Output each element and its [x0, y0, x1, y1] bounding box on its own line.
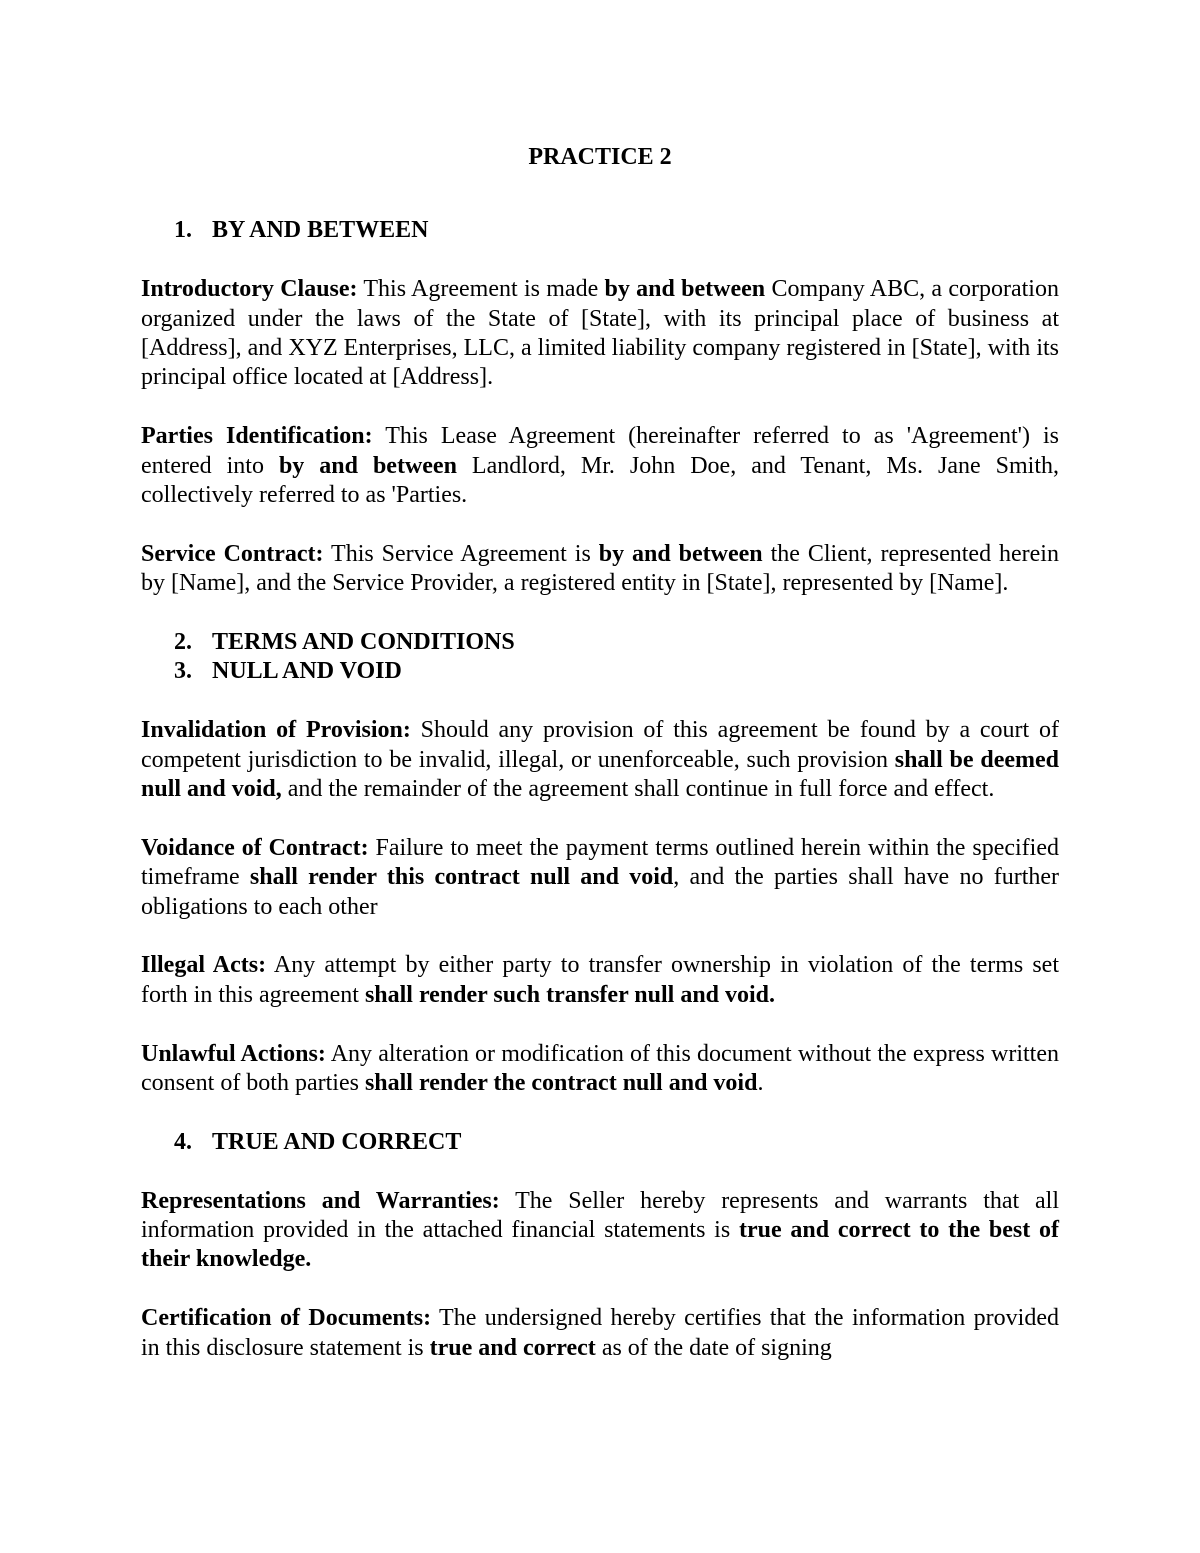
bold-text: Invalidation of Provision:	[141, 717, 411, 744]
bold-text: Unlawful Actions:	[141, 1040, 326, 1067]
section-heading	[141, 216, 1059, 245]
body-text: This Lease Agreement (hereinafter referred to as 'Agreement') is entered into	[141, 423, 1060, 479]
bold-text: shall render such transfer null and void.	[364, 981, 776, 1008]
clause-paragraph	[141, 834, 1059, 922]
clause-paragraph	[141, 1187, 1059, 1275]
body-text: as of the date of signing	[595, 1334, 832, 1361]
bold-text: Certification of Documents:	[141, 1305, 432, 1332]
body-text: The undersigned hereby certifies that the information provided in this disclosure statement is	[141, 1305, 1059, 1361]
section-number: 1.	[174, 217, 192, 244]
clause-paragraph	[141, 1040, 1059, 1099]
clause-paragraph	[141, 951, 1059, 1010]
section-heading-text: TERMS AND CONDITIONS	[212, 629, 515, 656]
section-number: 3.	[174, 658, 192, 685]
section-number: 4.	[174, 1128, 192, 1155]
body-text: Landlord, Mr. John Doe, and Tenant, Ms. Jane Smith, collectively referred to as 'Parties.	[141, 452, 1059, 509]
body-text: Any attempt by either party to transfer ownership in violation of the terms set forth in this agreement	[141, 952, 1060, 1008]
bold-text: Service Contract:	[141, 540, 324, 567]
document-body	[141, 143, 1059, 1363]
body-text: Failure to meet the payment terms outlined herein within the specified timeframe	[141, 834, 1059, 891]
bold-text: true and correct	[429, 1334, 596, 1361]
body-text: .	[757, 1070, 764, 1097]
body-text: Should any provision of this agreement be found by a court of competent jurisdiction to be invalid, illegal, or unenforceable, such provision	[141, 717, 1060, 773]
clause-paragraph	[141, 275, 1059, 393]
bold-text: Parties Identification:	[141, 423, 373, 450]
body-text: This Agreement is made	[357, 276, 605, 303]
clause-paragraph	[141, 540, 1059, 599]
body-text: , and the parties shall have no further obligations to each other	[141, 864, 1060, 920]
bold-text: Voidance of Contract:	[141, 834, 369, 861]
body-text: The Seller hereby represents and warrants that all information provided in the attached financial statements is	[141, 1187, 1060, 1244]
clause-paragraph	[141, 1304, 1059, 1363]
bold-text: shall render the contract null and void	[364, 1070, 758, 1097]
section-number: 2.	[174, 629, 192, 656]
bold-text: Illegal Acts:	[141, 952, 267, 979]
bold-text: shall be deemed null and void,	[141, 746, 1059, 803]
bold-text: Introductory Clause:	[141, 276, 358, 303]
bold-text: Representations and Warranties:	[141, 1187, 500, 1214]
body-text: and the remainder of the agreement shall continue in full force and effect.	[281, 776, 995, 803]
bold-text: true and correct to the best of their knowledge.	[141, 1217, 1060, 1273]
section-heading	[141, 628, 1059, 657]
body-text: Any alteration or modification of this document without the express written consent of both parties	[141, 1040, 1060, 1097]
section-heading	[141, 1128, 1059, 1157]
section-heading-text: BY AND BETWEEN	[212, 217, 429, 244]
section-heading-text: TRUE AND CORRECT	[212, 1128, 462, 1155]
bold-text: by and between	[604, 276, 766, 303]
section-heading-text: NULL AND VOID	[212, 658, 402, 685]
bold-text: by and between	[598, 540, 763, 567]
clause-paragraph	[141, 716, 1059, 804]
sections-container	[141, 216, 1059, 1363]
bold-text: shall render this contract null and void	[249, 864, 674, 891]
body-text: the Client, represented herein by [Name], and the Service Provider, a registered entity in [State], represented by [Name].	[141, 540, 1059, 597]
clause-paragraph	[141, 422, 1059, 510]
body-text: Company ABC, a corporation organized under the laws of the State of [State], with its principal place of business at [Address], and XYZ Enterprises, LLC, a limited liability company registered in [State], with its principal office located at [Address].	[141, 276, 1059, 391]
bold-text: by and between	[278, 452, 457, 479]
page-title: PRACTICE 2	[528, 144, 672, 170]
body-text: This Service Agreement is	[323, 540, 599, 567]
section-heading	[141, 657, 1059, 686]
